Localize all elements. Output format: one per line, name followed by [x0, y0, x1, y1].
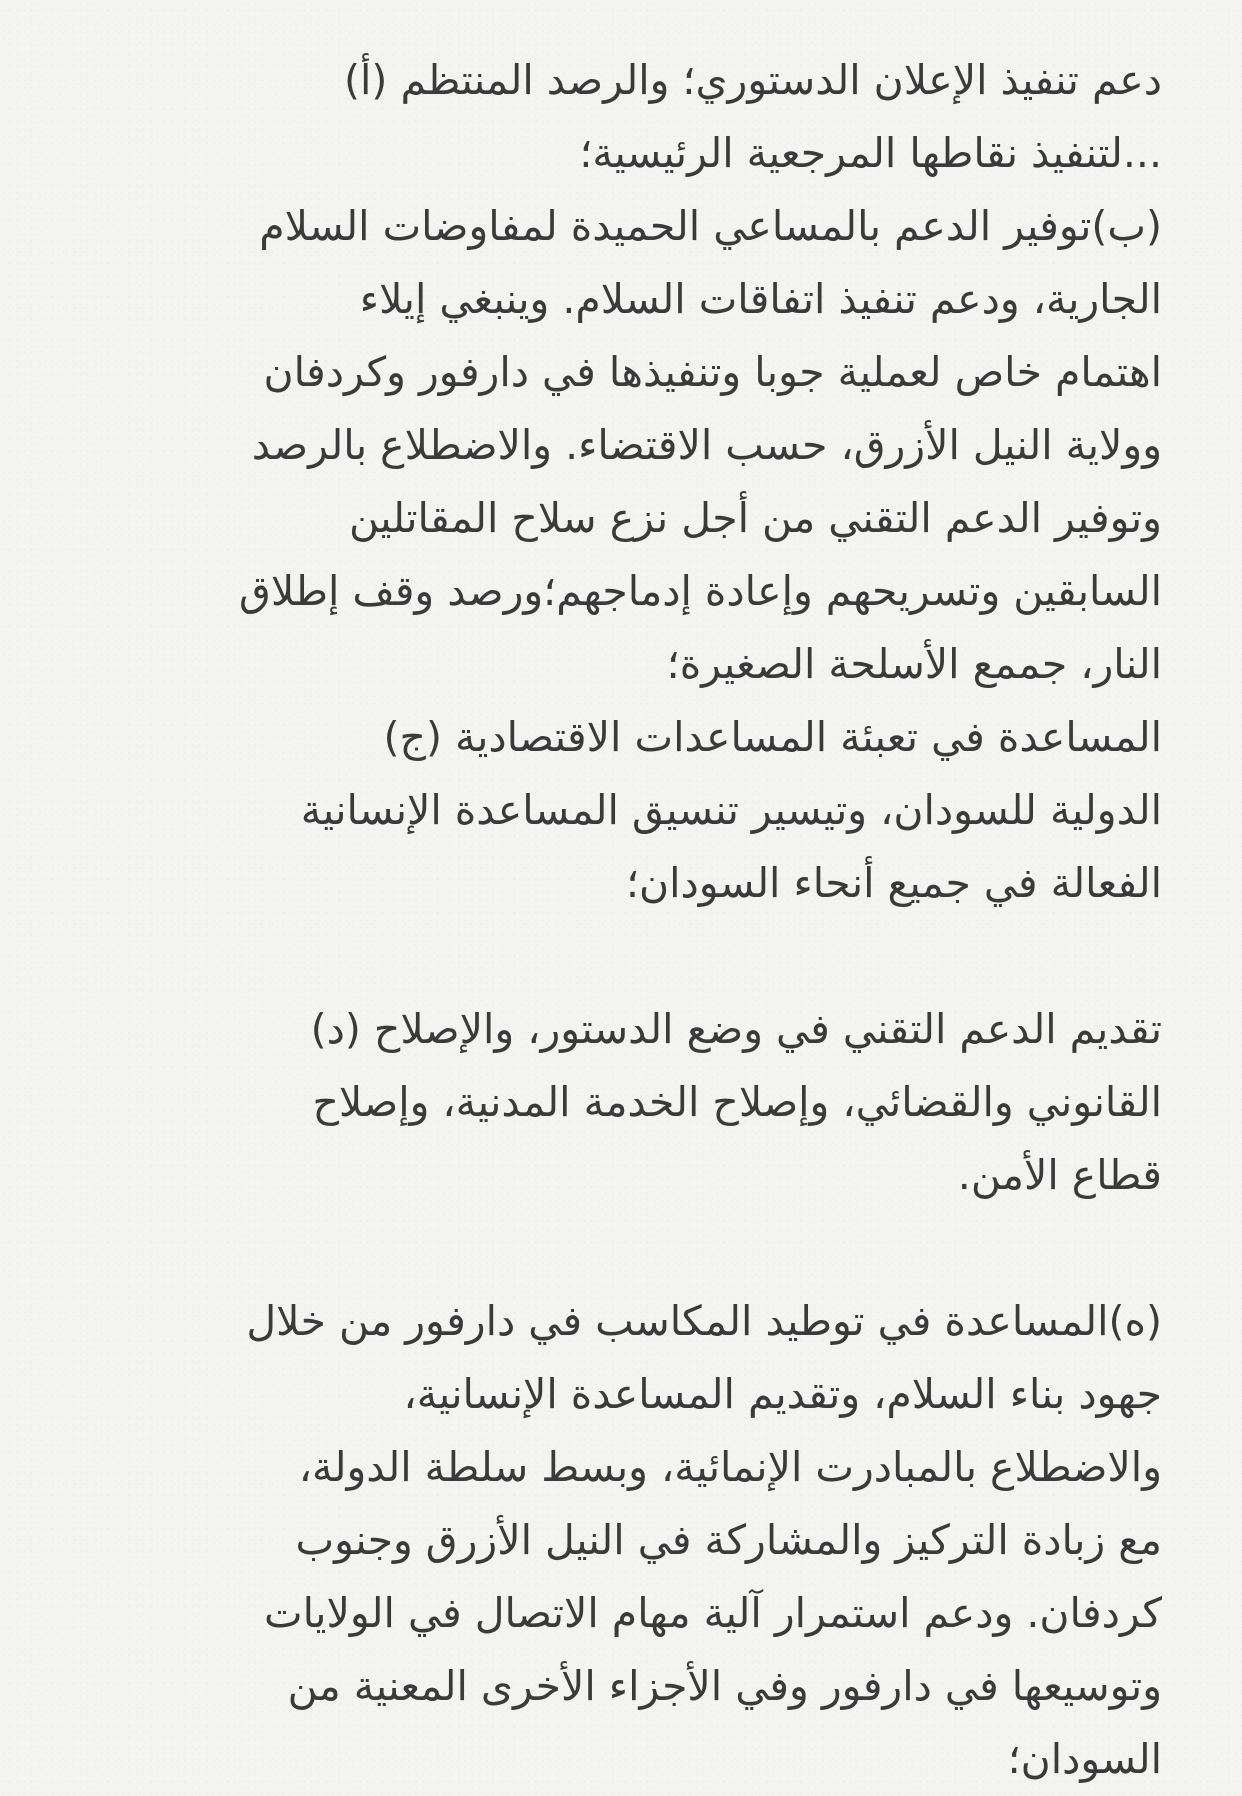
note-body: [80, 44, 1162, 1796]
note-line: تقديم الدعم التقني في وضع الدستور، والإصلاح (د): [310, 1005, 1162, 1053]
note-line: (ه)المساعدة في توطيد المكاسب في دارفور من خلال: [246, 1297, 1162, 1345]
note-line: الفعالة في جميع أنحاء السودان؛: [626, 859, 1162, 907]
note-blank-line: [80, 920, 1162, 993]
note-line: دعم تنفيذ الإعلان الدستوري؛ والرصد المنتظم (أ): [344, 56, 1162, 104]
note-line: الدولية للسودان، وتيسير تنسيق المساعدة الإنسانية: [300, 786, 1162, 834]
note-line: القانوني والقضائي، وإصلاح الخدمة المدنية، وإصلاح: [312, 1078, 1162, 1126]
note-line: وتوفير الدعم التقني من أجل نزع سلاح المقاتلين: [348, 494, 1162, 542]
note-line: والاضطلاع بالمبادرت الإنمائية، وبسط سلطة الدولة،: [298, 1443, 1162, 1491]
note-line: السابقين وتسريحهم وإعادة إدماجهم؛ورصد وقف إطلاق: [239, 567, 1162, 615]
note-line: (ب)توفير الدعم بالمساعي الحميدة لمفاوضات السلام: [259, 202, 1162, 250]
note-line: كردفان. ودعم استمرار آلية مهام الاتصال في الولايات: [263, 1589, 1162, 1637]
note-line: الجارية، ودعم تنفيذ اتفاقات السلام. وينبغي إيلاء: [359, 275, 1162, 323]
note-line: ...لتنفيذ نقاطها المرجعية الرئيسية؛: [579, 129, 1162, 177]
note-line: جهود بناء السلام، وتقديم المساعدة الإنسانية،: [403, 1370, 1162, 1418]
note-line: اهتمام خاص لعملية جوبا وتنفيذها في دارفور وكردفان: [263, 348, 1162, 396]
note-line: وتوسيعها في دارفور وفي الأجزاء الأخرى المعنية من: [287, 1662, 1162, 1710]
note-line: المساعدة في تعبئة المساعدات الاقتصادية (ج): [383, 713, 1162, 761]
note-line: النار، جممع الأسلحة الصغيرة؛: [666, 640, 1162, 688]
note-line: مع زبادة التركيز والمشاركة في النيل الأزرق وجنوب: [295, 1516, 1162, 1564]
note-line: السودان؛: [1007, 1735, 1162, 1783]
note-blank-line: [80, 1212, 1162, 1285]
note-line: قطاع الأمن.: [957, 1151, 1162, 1199]
note-line: وولاية النيل الأزرق، حسب الاقتضاء. والاضطلاع بالرصد: [251, 421, 1162, 469]
